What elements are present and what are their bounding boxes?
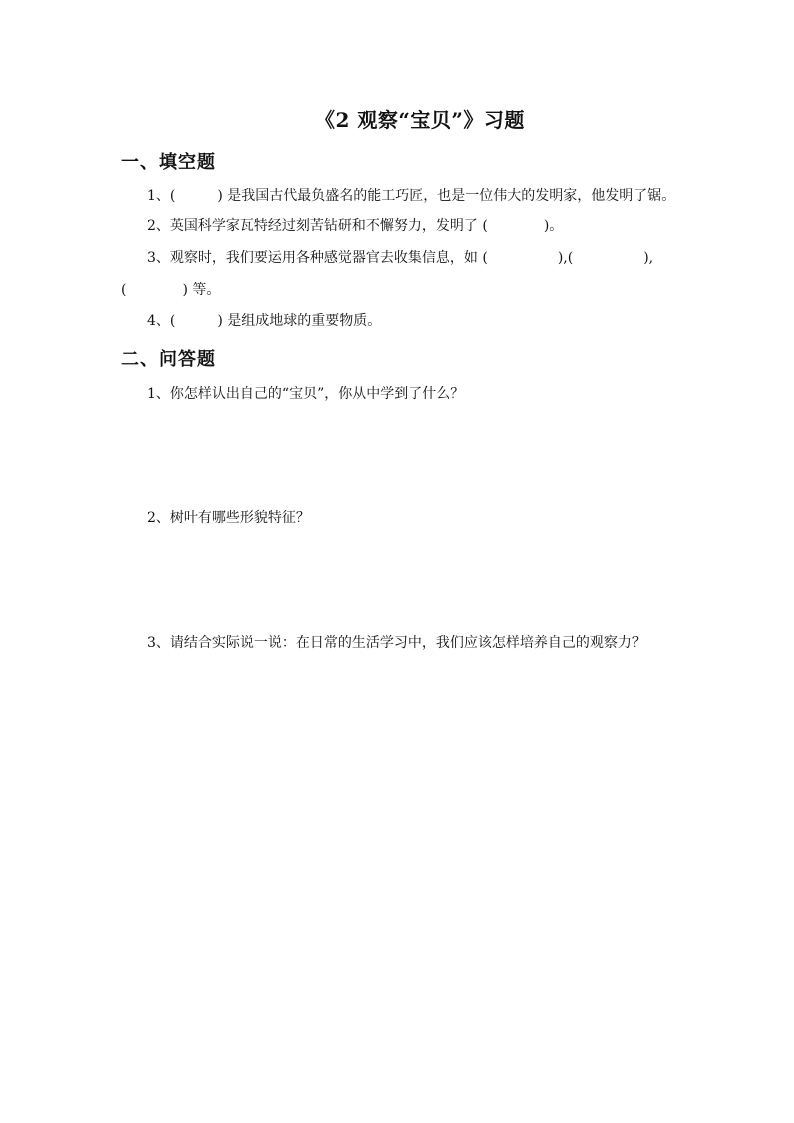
section-heading-qa: 二、问答题 (121, 349, 216, 370)
fill-blank-question-3: 3、观察时，我们要运用各种感觉器官去收集信息，如 ( ),( ), (147, 250, 654, 266)
section-heading-fill-blank: 一、填空题 (121, 152, 216, 173)
qa-question-1: 1、你怎样认出自己的“宝贝”，你从中学到了什么？ (147, 386, 465, 402)
fill-blank-question-2: 2、英国科学家瓦特经过刻苦钻研和不懈努力，发明了 ( )。 (147, 218, 564, 234)
fill-blank-question-3-continued: ( ) 等。 (121, 282, 221, 298)
qa-question-3: 3、请结合实际说一说：在日常的生活学习中，我们应该怎样培养自己的观察力？ (147, 635, 646, 651)
document-title: 《2 观察“宝贝”》习题 (315, 108, 525, 132)
qa-question-2: 2、树叶有哪些形貌特征？ (147, 510, 310, 526)
fill-blank-question-1: 1、( ) 是我国古代最负盛名的能工巧匠，也是一位伟大的发明家，他发明了锯。 (147, 188, 676, 204)
fill-blank-question-4: 4、( ) 是组成地球的重要物质。 (147, 313, 382, 329)
